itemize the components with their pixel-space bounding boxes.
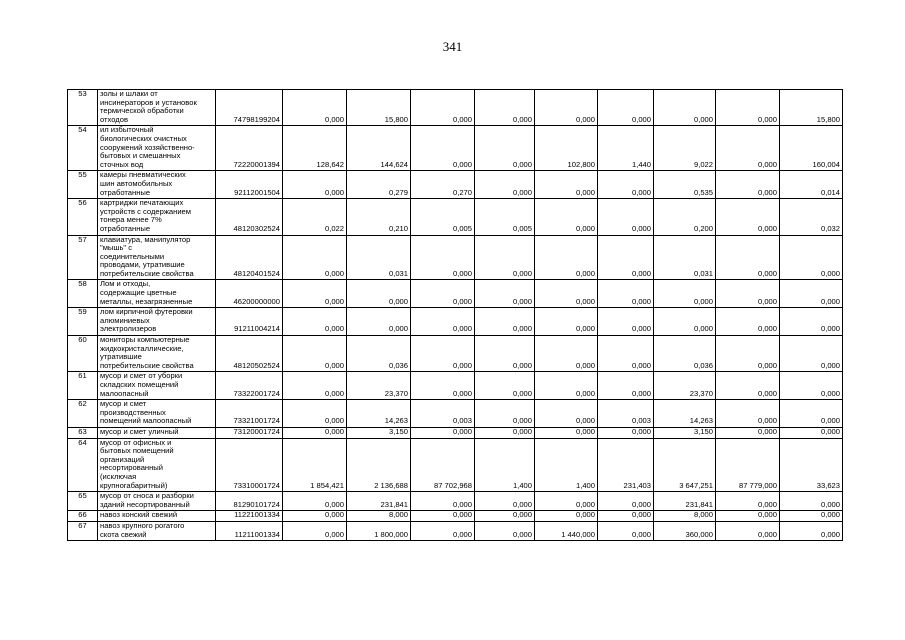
value-cell: 0,000 [347, 280, 411, 308]
value-cell: 0,000 [535, 372, 598, 400]
value-cell: 0,000 [283, 308, 347, 336]
value-cell: 0,000 [598, 199, 654, 235]
waste-name-line: соединительными [100, 251, 165, 261]
waste-name-line: мусор и смет уличный [100, 427, 179, 436]
waste-name-line: крупногабаритный) [100, 480, 168, 490]
waste-name-line: металлы, незагрязненные [100, 296, 193, 306]
value-cell: 9,022 [654, 126, 716, 171]
value-cell: 0,000 [535, 90, 598, 126]
waste-name-line: сточных вод [100, 159, 144, 169]
value-cell: 0,000 [780, 427, 843, 438]
waste-name-line: навоз конский свежий [100, 510, 178, 520]
value-cell: 0,000 [716, 336, 780, 372]
table-row [68, 372, 843, 400]
waste-name-line: золы и шлаки от [100, 89, 158, 98]
value-cell: 0,000 [716, 511, 780, 522]
value-cell: 2 136,688 [347, 438, 411, 492]
value-cell: 0,000 [475, 511, 535, 522]
value-cell: 0,000 [716, 427, 780, 438]
value-cell: 0,000 [598, 372, 654, 400]
value-cell: 0,003 [411, 400, 475, 428]
value-cell: 33,623 [780, 438, 843, 492]
value-cell: 3 647,251 [654, 438, 716, 492]
table-row [68, 171, 843, 199]
value-cell: 0,000 [535, 171, 598, 199]
value-cell: 0,000 [535, 492, 598, 511]
table-row [68, 427, 843, 438]
value-cell: 0,000 [475, 372, 535, 400]
value-cell: 0,000 [716, 235, 780, 280]
waste-name-line: производственных [100, 407, 166, 417]
fkko-code: 46200000000 [216, 280, 283, 308]
value-cell: 0,279 [347, 171, 411, 199]
value-cell: 0,000 [475, 235, 535, 280]
value-cell: 0,000 [598, 336, 654, 372]
waste-name-line: скота свежий [100, 529, 147, 539]
waste-name [98, 308, 216, 336]
value-cell: 0,000 [535, 511, 598, 522]
value-cell: 0,000 [716, 199, 780, 235]
waste-name-line: биологических очистных [100, 133, 187, 143]
fkko-code: 73120001724 [216, 427, 283, 438]
waste-name-line: лом кирпичной футеровки [100, 307, 193, 317]
waste-name-line: сооружений хозяйственно- [100, 142, 195, 152]
value-cell: 231,841 [654, 492, 716, 511]
value-cell: 8,000 [347, 511, 411, 522]
value-cell: 0,000 [283, 521, 347, 540]
value-cell: 0,000 [780, 235, 843, 280]
value-cell: 0,000 [598, 427, 654, 438]
value-cell: 8,000 [654, 511, 716, 522]
waste-name-line: электролизеров [100, 324, 157, 334]
waste-name-line: зданий несортированный [100, 499, 190, 509]
table-row [68, 308, 843, 336]
waste-name [98, 492, 216, 511]
value-cell: 0,000 [598, 511, 654, 522]
fkko-code: 73321001724 [216, 400, 283, 428]
row-number: 61 [68, 372, 98, 400]
waste-name [98, 280, 216, 308]
table-row [68, 199, 843, 235]
value-cell: 0,000 [283, 400, 347, 428]
value-cell: 87 779,000 [716, 438, 780, 492]
waste-name [98, 171, 216, 199]
value-cell: 0,000 [535, 308, 598, 336]
value-cell: 0,000 [780, 280, 843, 308]
waste-name-line: проводами, утратившие [100, 260, 185, 270]
value-cell: 0,000 [716, 372, 780, 400]
waste-name [98, 235, 216, 280]
table-row [68, 400, 843, 428]
waste-name-line: алюминиевых [100, 315, 150, 325]
waste-name-line: утратившие [100, 352, 142, 362]
waste-name-line: Лом и отходы, [100, 279, 151, 289]
waste-name [98, 511, 216, 522]
value-cell: 0,000 [598, 280, 654, 308]
row-number: 55 [68, 171, 98, 199]
row-number: 59 [68, 308, 98, 336]
value-cell: 0,003 [598, 400, 654, 428]
value-cell: 0,000 [716, 492, 780, 511]
waste-name-line: мусор и смет от уборки [100, 371, 183, 381]
row-number: 67 [68, 521, 98, 540]
waste-name-line: организаций [100, 454, 145, 464]
waste-name-line: мусор и смет [100, 399, 147, 409]
value-cell: 0,000 [475, 308, 535, 336]
waste-name-line: ил избыточный [100, 125, 154, 135]
waste-name-line: несортированный [100, 463, 164, 473]
value-cell: 0,000 [411, 521, 475, 540]
row-number: 56 [68, 199, 98, 235]
value-cell: 0,000 [716, 280, 780, 308]
fkko-code: 11211001334 [216, 521, 283, 540]
value-cell: 0,000 [535, 280, 598, 308]
value-cell: 0,000 [535, 427, 598, 438]
value-cell: 0,000 [780, 400, 843, 428]
fkko-code: 72220001394 [216, 126, 283, 171]
row-number: 58 [68, 280, 98, 308]
value-cell: 0,000 [411, 372, 475, 400]
value-cell: 0,000 [347, 308, 411, 336]
value-cell: 0,270 [411, 171, 475, 199]
fkko-code: 92112001504 [216, 171, 283, 199]
waste-name-line: содержащие цветные [100, 288, 177, 298]
waste-name-line: картриджи печатающих [100, 198, 184, 208]
waste-name-line: потребительские свойства [100, 360, 194, 370]
value-cell: 0,000 [411, 511, 475, 522]
value-cell: 87 702,968 [411, 438, 475, 492]
waste-name [98, 521, 216, 540]
value-cell: 14,263 [654, 400, 716, 428]
value-cell: 231,403 [598, 438, 654, 492]
row-number: 62 [68, 400, 98, 428]
row-number: 63 [68, 427, 98, 438]
waste-name [98, 199, 216, 235]
waste-name [98, 90, 216, 126]
value-cell: 0,005 [411, 199, 475, 235]
waste-name-line: мониторы компьютерные [100, 335, 190, 345]
value-cell: 0,000 [780, 492, 843, 511]
value-cell: 231,841 [347, 492, 411, 511]
value-cell: 14,263 [347, 400, 411, 428]
value-cell: 0,000 [598, 521, 654, 540]
value-cell: 0,200 [654, 199, 716, 235]
value-cell: 0,022 [283, 199, 347, 235]
fkko-code: 74798199204 [216, 90, 283, 126]
waste-name-line: навоз крупного рогатого [100, 521, 185, 530]
waste-name-line: помещений малоопасный [100, 416, 192, 426]
value-cell: 0,036 [347, 336, 411, 372]
value-cell: 0,032 [780, 199, 843, 235]
waste-name-line: потребительские свойства [100, 268, 194, 278]
waste-name-line: устройств с содержанием [100, 206, 191, 216]
value-cell: 0,000 [716, 521, 780, 540]
value-cell: 0,000 [283, 372, 347, 400]
value-cell: 0,000 [780, 336, 843, 372]
waste-name-line: малоопасный [100, 388, 149, 398]
value-cell: 0,000 [780, 372, 843, 400]
value-cell: 0,000 [780, 308, 843, 336]
value-cell: 0,000 [475, 280, 535, 308]
value-cell: 102,800 [535, 126, 598, 171]
row-number: 54 [68, 126, 98, 171]
table-row [68, 492, 843, 511]
value-cell: 160,004 [780, 126, 843, 171]
value-cell: 0,000 [535, 199, 598, 235]
value-cell: 128,642 [283, 126, 347, 171]
value-cell: 0,014 [780, 171, 843, 199]
table-row [68, 336, 843, 372]
waste-name [98, 372, 216, 400]
value-cell: 1 800,000 [347, 521, 411, 540]
value-cell: 0,031 [347, 235, 411, 280]
table-row [68, 235, 843, 280]
fkko-code: 73322001724 [216, 372, 283, 400]
waste-table [67, 89, 843, 541]
waste-name-line: жидкокристаллические, [100, 343, 184, 353]
table-row [68, 90, 843, 126]
row-number: 64 [68, 438, 98, 492]
value-cell: 0,000 [716, 400, 780, 428]
waste-name-line: (исключая [100, 471, 137, 481]
fkko-code: 48120302524 [216, 199, 283, 235]
waste-name [98, 438, 216, 492]
waste-table-body [68, 90, 843, 541]
value-cell: 144,624 [347, 126, 411, 171]
value-cell: 0,000 [283, 492, 347, 511]
value-cell: 23,370 [654, 372, 716, 400]
value-cell: 0,000 [654, 308, 716, 336]
value-cell: 0,000 [780, 511, 843, 522]
value-cell: 0,000 [598, 308, 654, 336]
value-cell: 0,000 [283, 235, 347, 280]
value-cell: 0,000 [535, 336, 598, 372]
value-cell: 0,000 [598, 492, 654, 511]
fkko-code: 81290101724 [216, 492, 283, 511]
value-cell: 0,000 [411, 126, 475, 171]
fkko-code: 91211004214 [216, 308, 283, 336]
waste-name [98, 336, 216, 372]
value-cell: 0,005 [475, 199, 535, 235]
value-cell: 0,000 [411, 235, 475, 280]
value-cell: 3,150 [654, 427, 716, 438]
waste-name-line: "мышь" с [100, 243, 133, 253]
fkko-code: 11221001334 [216, 511, 283, 522]
waste-name-line: бытовых и смешанных [100, 151, 181, 161]
value-cell: 0,000 [598, 90, 654, 126]
value-cell: 1 440,000 [535, 521, 598, 540]
value-cell: 0,000 [475, 521, 535, 540]
value-cell: 23,370 [347, 372, 411, 400]
row-number: 60 [68, 336, 98, 372]
waste-name-line: мусор от офисных и [100, 438, 172, 447]
value-cell: 0,000 [475, 171, 535, 199]
waste-name-line: шин автомобильных [100, 178, 173, 188]
fkko-code: 73310001724 [216, 438, 283, 492]
value-cell: 0,000 [654, 90, 716, 126]
waste-name-line: клавиатура, манипулятор [100, 235, 191, 244]
waste-name-line: инсинераторов и установок [100, 97, 197, 107]
value-cell: 0,000 [411, 336, 475, 372]
value-cell: 0,000 [411, 492, 475, 511]
value-cell: 0,210 [347, 199, 411, 235]
waste-name [98, 400, 216, 428]
row-number: 65 [68, 492, 98, 511]
value-cell: 1,400 [475, 438, 535, 492]
value-cell: 0,000 [475, 126, 535, 171]
waste-name-line: бытовых помещений [100, 446, 174, 456]
waste-name-line: мусор от сноса и разборки [100, 491, 194, 501]
table-row [68, 280, 843, 308]
value-cell: 0,000 [475, 492, 535, 511]
value-cell: 0,000 [283, 511, 347, 522]
value-cell: 1,440 [598, 126, 654, 171]
value-cell: 0,031 [654, 235, 716, 280]
value-cell: 0,000 [716, 171, 780, 199]
value-cell: 0,000 [475, 336, 535, 372]
value-cell: 360,000 [654, 521, 716, 540]
value-cell: 0,000 [535, 400, 598, 428]
table-row [68, 511, 843, 522]
waste-name-line: термической обработки [100, 106, 184, 116]
value-cell: 0,000 [535, 235, 598, 280]
value-cell: 1,400 [535, 438, 598, 492]
waste-name [98, 126, 216, 171]
row-number: 57 [68, 235, 98, 280]
fkko-code: 48120401524 [216, 235, 283, 280]
value-cell: 0,000 [716, 308, 780, 336]
table-row [68, 438, 843, 492]
value-cell: 0,000 [283, 336, 347, 372]
value-cell: 0,036 [654, 336, 716, 372]
table-row [68, 126, 843, 171]
value-cell: 0,000 [283, 171, 347, 199]
table-row [68, 521, 843, 540]
value-cell: 0,000 [283, 427, 347, 438]
waste-name [98, 427, 216, 438]
value-cell: 3,150 [347, 427, 411, 438]
row-number: 66 [68, 511, 98, 522]
value-cell: 0,000 [411, 427, 475, 438]
value-cell: 0,000 [283, 280, 347, 308]
value-cell: 0,000 [475, 400, 535, 428]
value-cell: 0,000 [411, 308, 475, 336]
waste-name-line: отработанные [100, 187, 151, 197]
page-number: 341 [442, 39, 463, 54]
value-cell: 15,800 [780, 90, 843, 126]
value-cell: 1 854,421 [283, 438, 347, 492]
value-cell: 0,000 [716, 126, 780, 171]
value-cell: 15,800 [347, 90, 411, 126]
value-cell: 0,000 [475, 427, 535, 438]
waste-name-line: отходов [100, 114, 128, 124]
waste-name-line: камеры пневматических [100, 170, 186, 180]
value-cell: 0,000 [598, 171, 654, 199]
value-cell: 0,000 [780, 521, 843, 540]
value-cell: 0,000 [411, 280, 475, 308]
waste-name-line: тонера менее 7% [100, 215, 162, 225]
row-number: 53 [68, 90, 98, 126]
waste-name-line: отработанные [100, 223, 151, 233]
value-cell: 0,535 [654, 171, 716, 199]
value-cell: 0,000 [411, 90, 475, 126]
waste-name-line: складских помещений [100, 380, 179, 389]
value-cell: 0,000 [598, 235, 654, 280]
value-cell: 0,000 [475, 90, 535, 126]
value-cell: 0,000 [716, 90, 780, 126]
value-cell: 0,000 [283, 90, 347, 126]
fkko-code: 48120502524 [216, 336, 283, 372]
value-cell: 0,000 [654, 280, 716, 308]
